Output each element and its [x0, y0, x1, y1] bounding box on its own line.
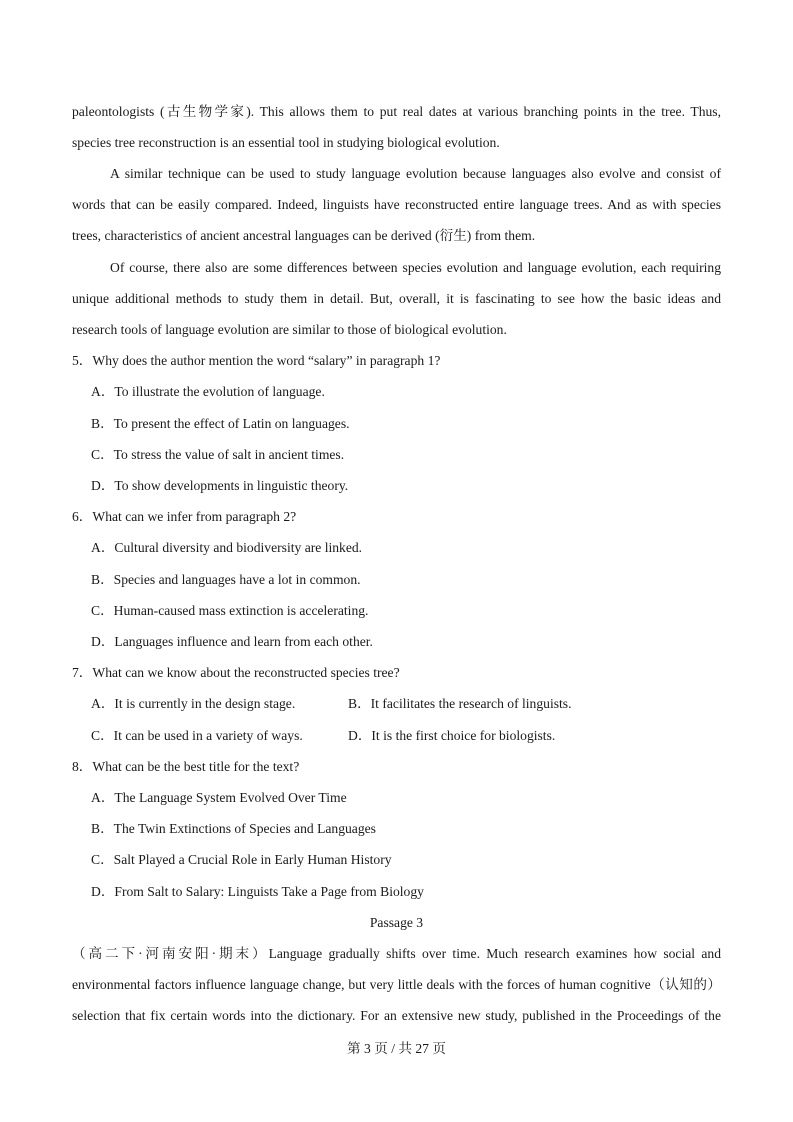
answer-option: C．Salt Played a Crucial Role in Early Human History [91, 852, 392, 867]
answer-option: A．Cultural diversity and biodiversity are linked. [91, 540, 363, 555]
page-number-footer: 第 3 页 / 共 27 页 [347, 1041, 446, 1056]
question-stem: 5．Why does the author mention the word “salary” in paragraph 1? [72, 353, 441, 368]
paragraph-line: trees, characteristics of ancient ancestral languages can be derived (衍生) from them. [72, 228, 536, 243]
paragraph-line: A similar technique can be used to study language evolution because languages also evolve and consist of [110, 166, 721, 181]
answer-option: A．To illustrate the evolution of language. [91, 384, 325, 399]
paragraph-line: species tree reconstruction is an essential tool in studying biological evolution. [72, 135, 500, 150]
passage-title: Passage 3 [369, 915, 424, 930]
paragraph-line: selection that fix certain words into the dictionary. For an extensive new study, published in the Proceedings of the [72, 1008, 721, 1023]
answer-option: D．It is the first choice for biologists. [348, 728, 556, 743]
answer-option: B．To present the effect of Latin on languages. [91, 416, 350, 431]
question-stem: 8．What can be the best title for the text? [72, 759, 300, 774]
paragraph-line: unique additional methods to study them in detail. But, overall, it is fascinating to see how the basic ideas and [72, 291, 721, 306]
answer-option: B．It facilitates the research of linguists. [348, 696, 572, 711]
answer-option: B．Species and languages have a lot in common. [91, 572, 361, 587]
answer-option: A．The Language System Evolved Over Time [91, 790, 347, 805]
paragraph-line: Of course, there also are some differences between species evolution and language evolution, each requiring [110, 260, 721, 275]
answer-option: D．Languages influence and learn from each other. [91, 634, 373, 649]
paragraph-line: （高二下·河南安阳·期末）Language gradually shifts over time. Much research examines how social and [72, 946, 721, 961]
answer-option: D．To show developments in linguistic theory. [91, 478, 349, 493]
answer-option: A．It is currently in the design stage. [91, 696, 296, 711]
paragraph-line: research tools of language evolution are similar to those of biological evolution. [72, 322, 507, 337]
question-stem: 6．What can we infer from paragraph 2? [72, 509, 297, 524]
answer-option: D．From Salt to Salary: Linguists Take a Page from Biology [91, 884, 424, 899]
paragraph-line: paleontologists (古生物学家). This allows them to put real dates at various branching points in the tree. Thus, [72, 104, 721, 119]
answer-option: B．The Twin Extinctions of Species and Languages [91, 821, 376, 836]
answer-option: C．Human-caused mass extinction is accelerating. [91, 603, 369, 618]
question-stem: 7．What can we know about the reconstructed species tree? [72, 665, 400, 680]
paragraph-line: environmental factors influence language change, but very little deals with the forces of human cognitive（认知的） [72, 977, 721, 992]
answer-option: C．To stress the value of salt in ancient times. [91, 447, 345, 462]
paragraph-line: words that can be easily compared. Indeed, linguists have reconstructed entire language trees. And as with species [72, 197, 721, 212]
answer-option: C．It can be used in a variety of ways. [91, 728, 303, 743]
